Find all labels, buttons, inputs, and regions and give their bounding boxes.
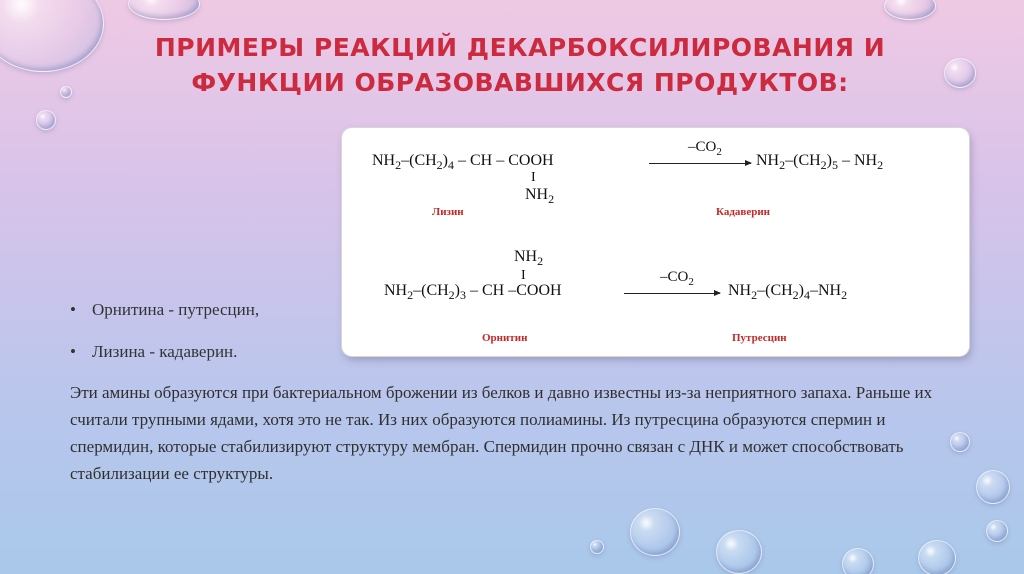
water-drop-decoration: [716, 530, 762, 574]
water-drop-decoration: [884, 0, 936, 20]
ornithine-amine-bond: I: [521, 268, 526, 283]
water-drop-decoration: [590, 540, 604, 554]
water-drop-decoration: [950, 432, 970, 452]
lysine-alpha-amine-group: $NH_2$: [525, 186, 555, 207]
lysine-amine-bond: I: [531, 170, 536, 185]
water-drop-decoration: [60, 86, 72, 98]
bullet-item-text: Орнитина - путресцин,: [92, 300, 260, 319]
water-drop-decoration: [944, 58, 976, 88]
slide-title: [120, 30, 920, 100]
bullet-item-ornithine: [70, 300, 259, 320]
water-drop-decoration: [128, 0, 200, 20]
water-drop-decoration: [918, 540, 956, 574]
water-drop-decoration: [0, 0, 104, 72]
water-drop-decoration: [36, 110, 56, 130]
cadaverine-formula: $NH_2-(CH_2)_5 - NH_2$: [756, 152, 884, 173]
description-paragraph: Эти амины образуются при бактериальном брожении из белков и давно известны из-за неприятного запаха. Раньше их считали трупными ядами, хотя это не так. Из них образуются полиамины. Из путресцина образуются спермин и спермидин, которые стабилизируют структуру мембран. Спермидин прочно связан с ДНК и может способствовать стабилизации ее структуры.: [70, 383, 933, 483]
bullet-marker: •: [70, 300, 76, 319]
decarboxylation-reagent-label: $-CO_2$: [660, 269, 694, 288]
water-drop-decoration: [842, 548, 874, 574]
water-drop-decoration: [976, 470, 1010, 504]
product-name-putrescine: Путресцин: [732, 332, 787, 344]
ornithine-formula: $NH_2-(CH_2)_3$ – CH –COOH: [384, 282, 562, 303]
water-drop-decoration: [630, 508, 680, 556]
substrate-name-lysine: Лизин: [432, 206, 464, 218]
decarboxylation-reagent-label: $-CO_2$: [688, 139, 722, 158]
slide-title-line-2: ФУНКЦИИ ОБРАЗОВАВШИХСЯ ПРОДУКТОВ:: [191, 68, 849, 97]
slide-title-line-1: ПРИМЕРЫ РЕАКЦИЙ ДЕКАРБОКСИЛИРОВАНИЯ И: [154, 33, 886, 62]
water-drop-decoration: [986, 520, 1008, 542]
ornithine-alpha-amine-group: $NH_2$: [514, 248, 544, 269]
lysine-formula: $NH_2-(CH_2)_4$ – CH – COOH: [372, 152, 554, 173]
reaction-scheme-panel: [342, 128, 969, 356]
reaction-arrow: [624, 293, 720, 294]
bullet-item-text: Лизина - кадаверин.: [92, 342, 238, 361]
product-name-cadaverine: Кадаверин: [716, 206, 771, 218]
substrate-name-ornithine: Орнитин: [482, 332, 528, 344]
bullet-marker: •: [70, 342, 76, 361]
putrescine-formula: $NH_2-(CH_2)_4-NH_2$: [728, 282, 848, 303]
bullet-item-lysine: [70, 342, 237, 362]
reaction-arrow: [649, 163, 751, 164]
